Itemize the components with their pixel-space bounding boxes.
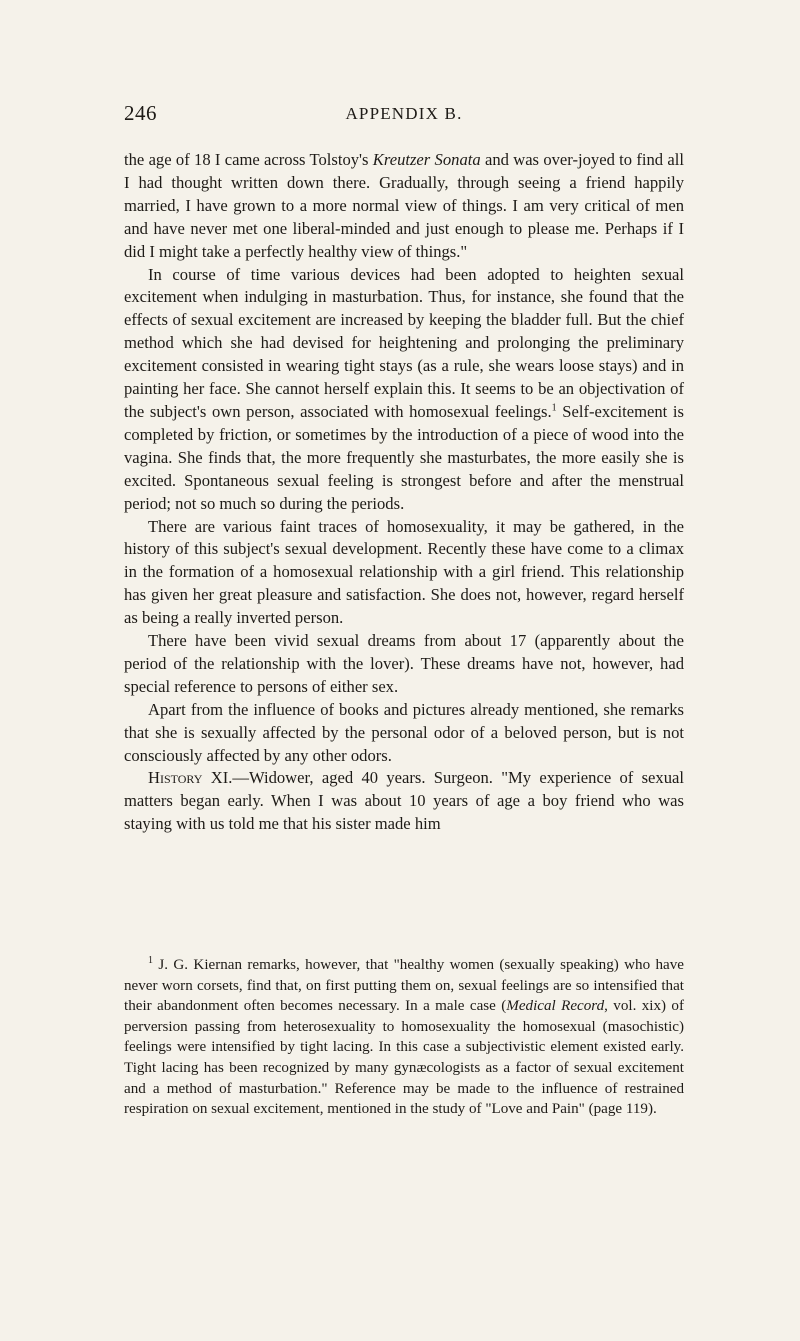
- main-text: [124, 149, 684, 836]
- book-title: Kreutzer Sonata: [372, 150, 481, 169]
- paragraph: History XI.—Widower, aged 40 years. Surgeon. "My experience of sexual matters began early. When I was about 10 years of age a boy friend who was staying with us told me that his sister made him: [124, 768, 684, 834]
- page-number: 246: [124, 101, 157, 125]
- paragraph: Apart from the influence of books and pictures already mentioned, she remarks that she is sexually affected by the personal odor of a beloved person, but is not consciously affected by any other odors.: [124, 699, 684, 765]
- journal-title: Medical Record: [506, 998, 605, 1015]
- history-label: History XI.: [148, 768, 233, 788]
- footnotes: [124, 955, 684, 1120]
- paragraph: There are various faint traces of homosexuality, it may be gathered, in the history of this subject's sexual development. Recently these have come to a climax in the formation of a homosexual relationship with a girl friend. This relationship has given her great pleasure and satisfaction. She does not, however, regard herself as being a really inverted person.: [124, 516, 684, 628]
- footnote-mark: 1: [148, 954, 153, 966]
- running-head: [124, 101, 684, 127]
- footnote: $^1$ J. G. Kiernan remarks, however, that "healthy women (sexually speaking) who have never worn corsets, find that, on first putting them on, sexual feelings are so intensified that their abandonment often becomes necessary. In a male case (Medical Record, vol. xix) of perversion passing from heterosexuality to homosexuality the homosexual (masochistic) feelings were intensified by tight lacing. In this case a subjectivistic element existed early. Tight lacing has been recognized by many gynæcologists as a factor of sexual excitement and a method of masturbation." Reference may be made to the influence of restrained respiration on sexual excitement, mentioned in the study of "Love and Pain" (page 119).: [124, 954, 684, 1118]
- paragraph: There have been vivid sexual dreams from about 17 (apparently about the period of the relationship with the lover). These dreams have not, however, had special reference to persons of either sex.: [124, 631, 684, 696]
- paragraph: the age of 18 I came across Tolstoy's Kreutzer Sonata and was over-joyed to find all I had thought written down there. Gradually, through seeing a friend happily married, I have grown to a more normal view of things. I am very critical of men and have never met one liberal-minded and just enough to please me. Perhaps if I did I might take a perfectly healthy view of things.": [124, 150, 684, 261]
- running-title: APPENDIX B.: [345, 104, 463, 123]
- paragraph: In course of time various devices had been adopted to heighten sexual excitement when indulging in masturbation. Thus, for instance, she found that the effects of sexual excitement are increased by keeping the bladder full. But the chief method which she had devised for heightening and prolonging the preliminary excitement consisted in wearing tight stays (as a rule, she wears loose stays) and in painting her face. She cannot herself explain this. It seems to be an objectivation of the subject's own person, associated with homosexual feelings.$^1$ Self-excitement is completed by friction, or sometimes by the introduction of a piece of wood into the vagina. She finds that, the more frequently she masturbates, the more easily she is excited. Spontaneous sexual feeling is strongest before and after the menstrual period; not so much so during the periods.: [124, 264, 684, 513]
- footnote-reference: 1: [551, 402, 557, 414]
